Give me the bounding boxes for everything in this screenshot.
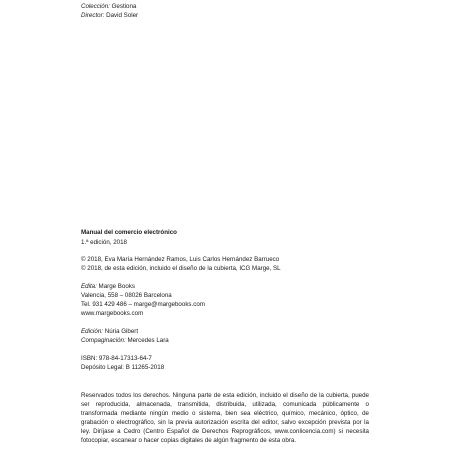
publisher-name: Marge Books [96, 283, 136, 290]
edition-credit-label: Edición: [81, 328, 104, 335]
book-title: Manual del comercio electrónico [81, 229, 177, 236]
legal-deposit: Depósito Legal: B 11265-2018 [81, 364, 165, 371]
director-value: David Soler [104, 12, 139, 19]
publisher-web: www.margebooks.com [81, 310, 144, 317]
publisher-address: Valencia, 558 – 08026 Barcelona [81, 292, 172, 299]
publisher-line [81, 283, 135, 291]
edition-credit [81, 328, 138, 336]
collection-label: Colección: [81, 3, 110, 10]
publisher-contact: Tel. 931 429 486 – marge@margebooks.com [81, 301, 205, 308]
isbn: ISBN: 978-84-17313-64-7 [81, 355, 152, 362]
copyright-authors: © 2018, Eva María Hernández Ramos, Luis Carlos Hernández Barrueco [81, 256, 280, 263]
director-line [81, 12, 138, 20]
collection-line [81, 3, 136, 11]
director-label: Director: [81, 12, 105, 19]
layout-credit-value: Mercedes Lara [125, 337, 169, 344]
layout-credit [81, 337, 169, 345]
edition-credit-value: Núria Gibert [103, 328, 139, 335]
publisher-label: Edita: [81, 283, 97, 290]
edition-line: 1.ª edición, 2018 [81, 239, 127, 246]
collection-value: Gestiona [109, 3, 137, 10]
copyright-edition: © 2018, de esta edición, incluido el diseño de la cubierta, ICG Marge, SL [81, 265, 281, 272]
layout-credit-label: Compaginación: [81, 337, 126, 344]
rights-notice: Reservados todos los derechos. Ninguna parte de esta edición, incluido el diseño de la cubierta, puede ser reproducida, almacenada, transmitida, distribuida, utilizada, comunicada públicamente o transformada mediante ningún medio o sistema, bien sea eléctrico, químico, mecánico, óptico, de grabación o electrográfico, sin la previa autorización escrita del editor, salvo excepción prevista por la ley. Diríjase a Cedro (Centro Español de Derechos Reprográficos, www.conlicencia.com) si necesita fotocopiar, escanear o hacer copias digitales de algún fragmento de esta obra. [81, 392, 369, 444]
